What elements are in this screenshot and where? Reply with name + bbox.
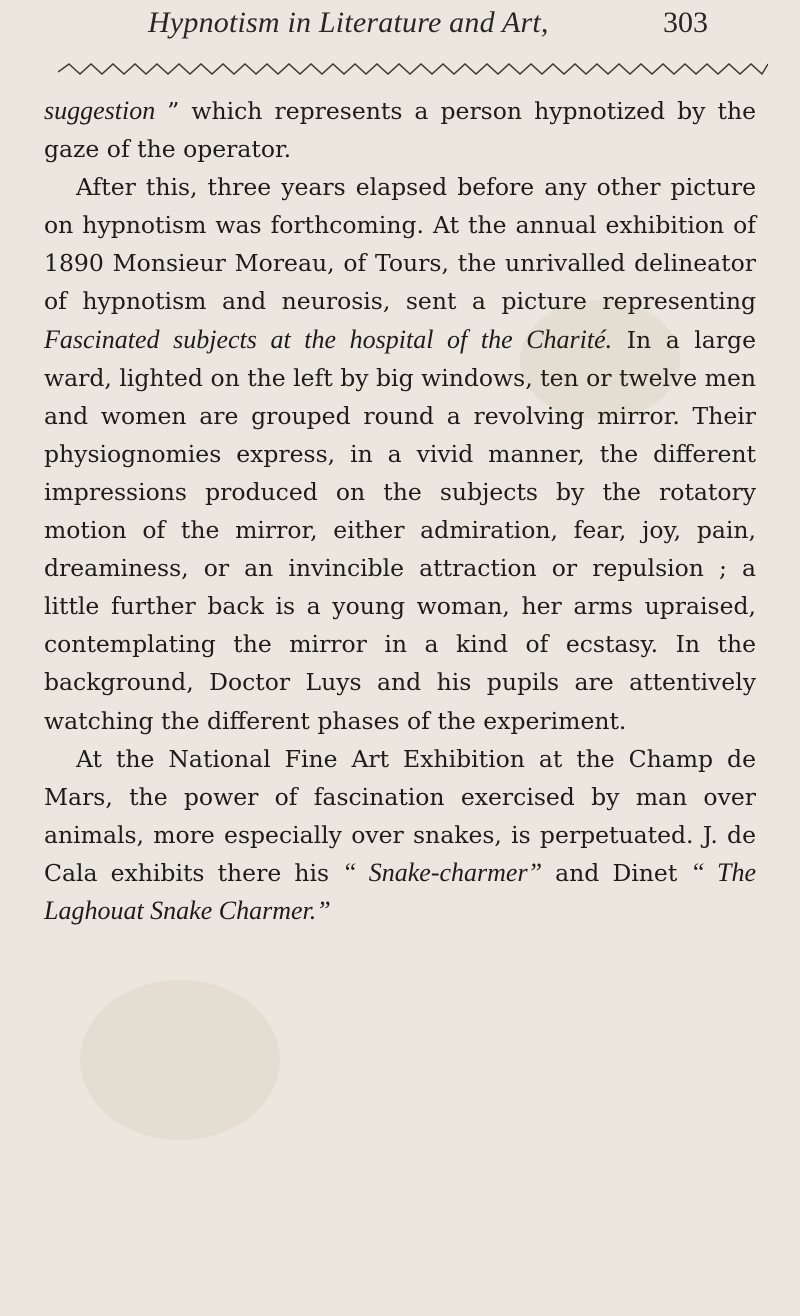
text-run: In a large ward, lighted on the left by big windows, ten or twelve men and women are grouped round a revolving mirror. Their physiognomies express, in a vivid manner, the different impressions produced on the subjects by the rotatory motion of the mirror, either admiration, fear, joy, pain, dreaminess, or an invincible attraction or repulsion ; a little further back is a young woman, her arms upraised, contemplating the mirror in a kind of ecstasy. In the background, Doctor Luys and his pupils are attentively watching the different phases of the experiment. (44, 325, 756, 735)
paragraph-2 (44, 168, 756, 739)
text-run: and Dinet (542, 858, 691, 887)
text-run: ” which represents a person hypnotized by the gaze of the operator. (44, 97, 756, 164)
italic-text: Fascinated subjects at the hospital of the Charité. (44, 324, 613, 354)
paragraph-3 (44, 740, 756, 930)
running-title: Hypnotism in Literature and Art, (148, 6, 549, 39)
italic-text: “ Snake-charmer” (342, 857, 543, 887)
italic-text: “ The Laghouat Snake Charmer.” (44, 857, 756, 925)
running-head (148, 6, 708, 46)
text-run: After this, three years elapsed before any other picture on hypnotism was forthcoming. At the annual exhibition of 1890 Monsieur Moreau, of Tours, the unrivalled delineator of hypnotism and neurosis, sent a picture representing (44, 173, 756, 316)
paragraph-1 (44, 92, 756, 168)
italic-text: suggestion (44, 96, 156, 125)
body-text (44, 92, 756, 930)
paper-stain (80, 980, 280, 1140)
page-number: 303 (663, 6, 708, 39)
ornamental-rule (58, 58, 768, 80)
text-run: At the National Fine Art Exhibition at the Champ de Mars, the power of fascination exercised by man over animals, more especially over snakes, is perpetuated. J. de Cala exhibits there his (44, 744, 756, 887)
